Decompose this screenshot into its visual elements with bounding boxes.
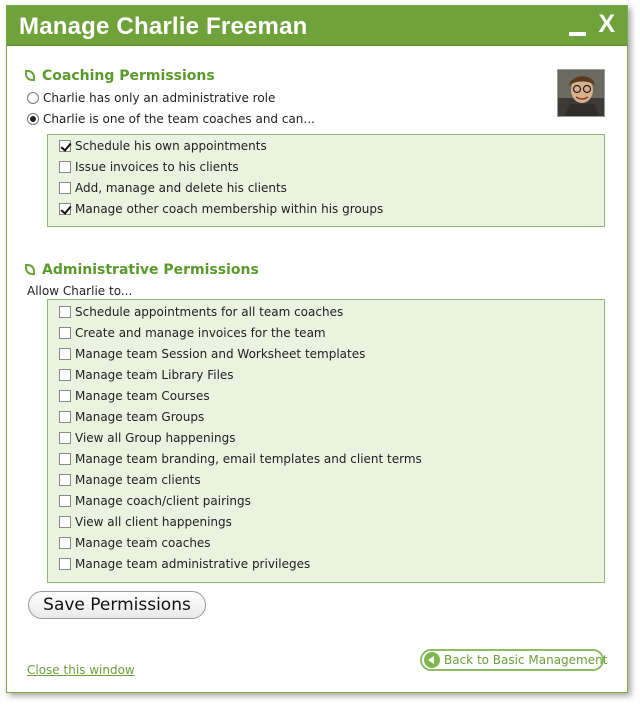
checkbox[interactable] [59, 453, 71, 465]
admin-only-role-radio[interactable]: Charlie has only an administrative role [27, 90, 275, 106]
permission-checkbox-row[interactable]: Issue invoices to his clients [59, 159, 239, 175]
checkbox-checked[interactable] [59, 140, 71, 152]
checkbox[interactable] [59, 474, 71, 486]
coach-role-radio[interactable]: Charlie is one of the team coaches and can... [27, 111, 315, 127]
permission-checkbox-row[interactable]: Schedule his own appointments [59, 138, 267, 154]
checkbox[interactable] [59, 537, 71, 549]
administrative-permissions-panel [47, 299, 605, 583]
coaching-permissions-panel [47, 134, 605, 227]
allow-intro-text: Allow Charlie to... [27, 284, 133, 298]
leaf-icon [25, 264, 35, 275]
back-to-basic-management-button[interactable]: Back to Basic Management [420, 649, 604, 671]
checkbox[interactable] [59, 516, 71, 528]
checkbox[interactable] [59, 495, 71, 507]
save-permissions-button[interactable]: Save Permissions [28, 591, 206, 619]
checkbox[interactable] [59, 411, 71, 423]
close-button[interactable]: X [598, 10, 615, 38]
checkbox[interactable] [59, 432, 71, 444]
checkbox[interactable] [59, 182, 71, 194]
permission-checkbox-row[interactable]: View all client happenings [59, 514, 232, 530]
permission-checkbox-row[interactable]: Manage team administrative privileges [59, 556, 310, 572]
minimize-button[interactable] [569, 14, 589, 38]
titlebar [7, 6, 627, 46]
permission-checkbox-row[interactable]: Schedule appointments for all team coaches [59, 304, 343, 320]
avatar-photo-icon [558, 70, 605, 117]
permission-checkbox-row[interactable]: Manage team Groups [59, 409, 204, 425]
checkbox-checked[interactable] [59, 203, 71, 215]
checkbox[interactable] [59, 306, 71, 318]
minimize-icon [569, 32, 586, 36]
manage-user-window [6, 5, 628, 693]
leaf-icon [25, 70, 35, 81]
permission-checkbox-row[interactable]: Manage team clients [59, 472, 201, 488]
radio-button[interactable] [27, 92, 39, 104]
permission-checkbox-row[interactable]: Manage team Session and Worksheet templates [59, 346, 365, 362]
permission-checkbox-row[interactable]: Manage team Library Files [59, 367, 234, 383]
checkbox[interactable] [59, 348, 71, 360]
coaching-permissions-heading: Coaching Permissions [25, 68, 215, 84]
administrative-permissions-heading: Administrative Permissions [25, 262, 259, 278]
checkbox[interactable] [59, 369, 71, 381]
checkbox[interactable] [59, 327, 71, 339]
permission-checkbox-row[interactable]: Add, manage and delete his clients [59, 180, 287, 196]
permission-checkbox-row[interactable]: Manage other coach membership within his groups [59, 201, 383, 217]
permission-checkbox-row[interactable]: Manage team coaches [59, 535, 211, 551]
permission-checkbox-row[interactable]: Manage team branding, email templates and client terms [59, 451, 422, 467]
close-window-link[interactable]: Close this window [27, 663, 135, 677]
checkbox[interactable] [59, 390, 71, 402]
permission-checkbox-row[interactable]: Manage team Courses [59, 388, 210, 404]
checkbox[interactable] [59, 161, 71, 173]
permission-checkbox-row[interactable]: Manage coach/client pairings [59, 493, 251, 509]
permission-checkbox-row[interactable]: View all Group happenings [59, 430, 235, 446]
checkbox[interactable] [59, 558, 71, 570]
permission-checkbox-row[interactable]: Create and manage invoices for the team [59, 325, 326, 341]
radio-button-selected[interactable] [27, 113, 39, 125]
window-title: Manage Charlie Freeman [19, 13, 308, 40]
back-arrow-icon [424, 652, 440, 668]
avatar [557, 69, 605, 117]
